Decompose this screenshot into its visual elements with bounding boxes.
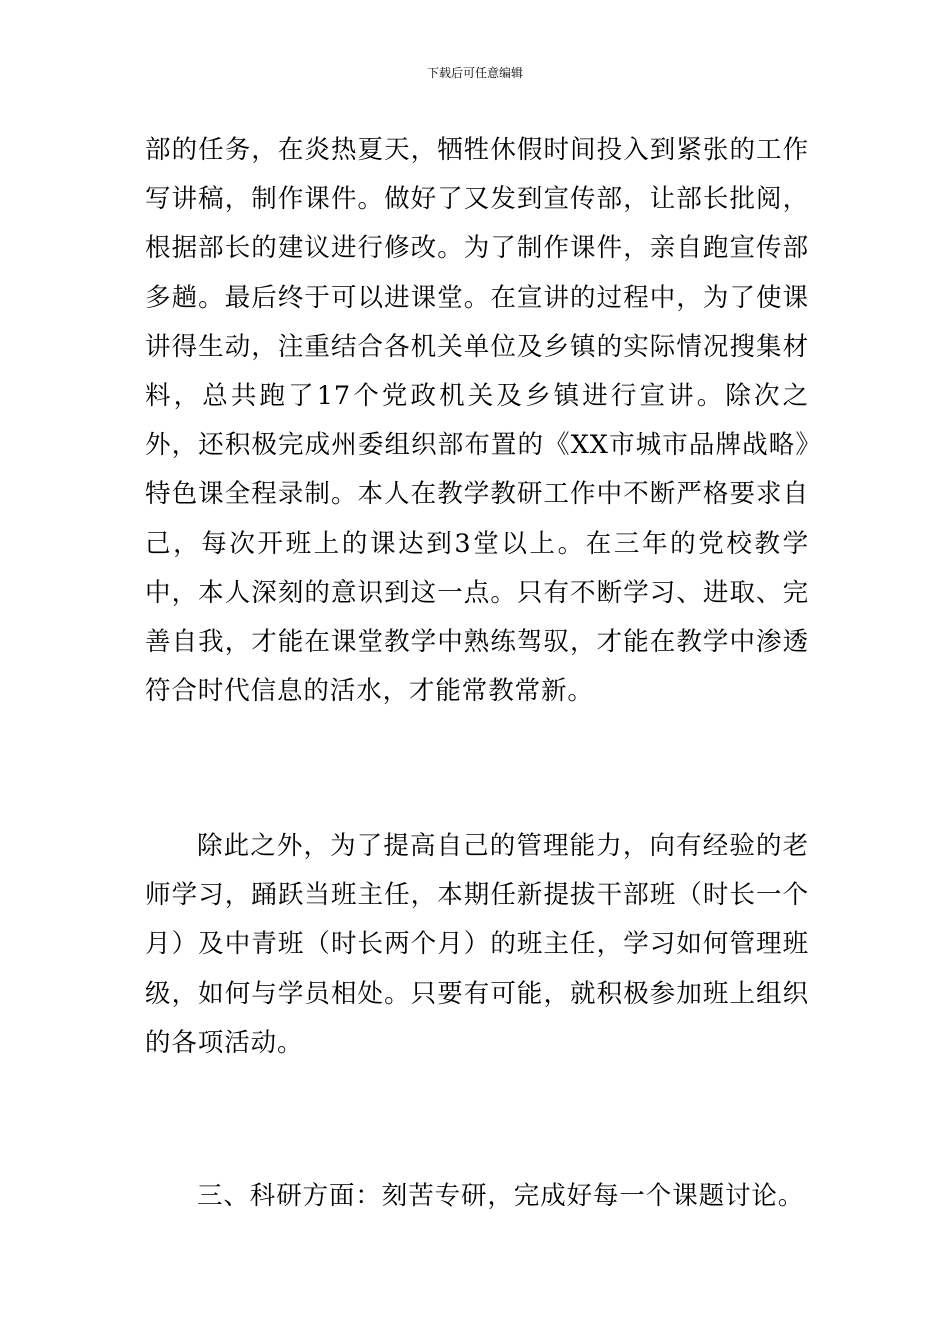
section-heading: 三、科研方面：刻苦专研，完成好每一个课题讨论。 <box>197 1181 805 1211</box>
body-paragraph: 除此之外，为了提高自己的管理能力，向有经验的老师学习，踊跃当班主任，本期任新提拔干部班（时长一个月）及中青班（时长两个月）的班主任，学习如何管理班级，如何与学员相处。只要有可能，就积极参加班上组织的各项活动。 <box>145 831 809 1058</box>
page-header: 下载后可任意编辑 <box>426 66 523 80</box>
body-paragraph: 部的任务，在炎热夏天，牺牲休假时间投入到紧张的工作写讲稿，制作课件。做好了又发到宣传部，让部长批阅，根据部长的建议进行修改。为了制作课件，亲自跑宣传部多趟。最后终于可以进课堂。在宣讲的过程中，为了使课讲得生动，注重结合各机关单位及乡镇的实际情况搜集材料，总共跑了17个党政机关及乡镇进行宣讲。除次之外，还积极完成州委组织部布置的《XX市城市品牌战略》特色课全程录制。本人在教学教研工作中不断严格要求自己，每次开班上的课达到3堂以上。在三年的党校教学中，本人深刻的意识到这一点。只有不断学习、进取、完善自我，才能在课堂教学中熟练驾驭，才能在教学中渗透符合时代信息的活水，才能常教常新。 <box>145 135 809 707</box>
